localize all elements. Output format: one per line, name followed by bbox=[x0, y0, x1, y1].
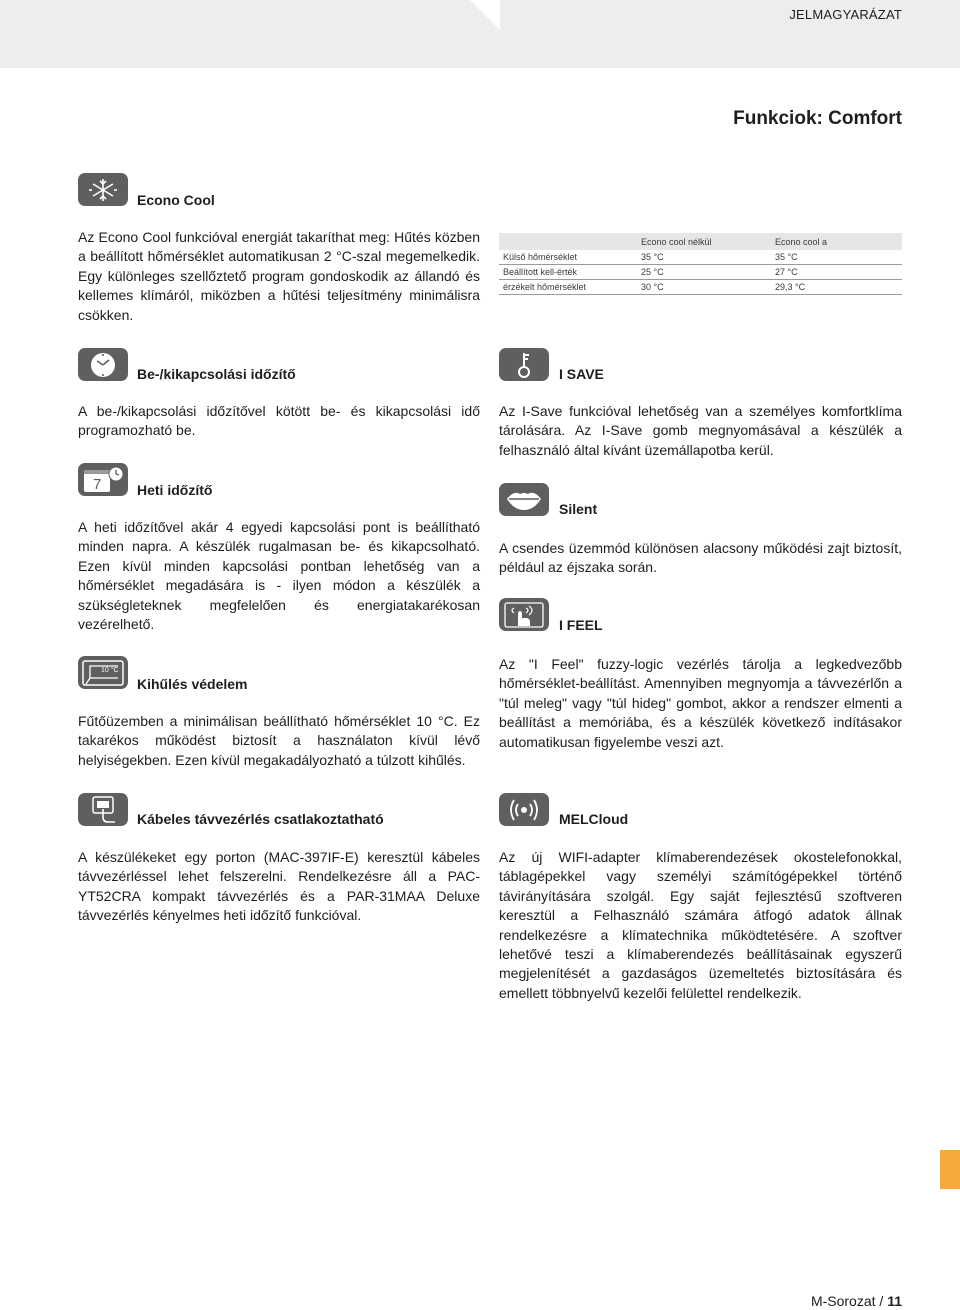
wifi-icon bbox=[499, 793, 549, 826]
table-row bbox=[499, 250, 902, 265]
table-cell: 29,3 °C bbox=[771, 280, 902, 295]
frost-protection-title: Kihűlés védelem bbox=[137, 676, 248, 692]
i-save-title: I SAVE bbox=[559, 366, 604, 382]
i-feel-title: I FEEL bbox=[559, 617, 603, 633]
weekly-timer-text: A heti időzítővel akár 4 egyedi kapcsolási pont is beállítható minden napra. A készülék rugalmasan be- és kikapcsolható. Ezen kívül minden kapcsolási pontban lehetőség van a hőmérséklet megadására is - ilyen módon a készülék a szükségleteknek megfelelően és energiatakarékosan vezérelhető. bbox=[78, 519, 480, 633]
weekly-timer-icon-number: 7 bbox=[93, 475, 102, 493]
table-cell: 27 °C bbox=[771, 265, 902, 280]
table-cell: 35 °C bbox=[637, 250, 771, 265]
on-off-timer-text: A be-/kikapcsolási időzítővel kötött be- és kikapcsolási idő programozható be. bbox=[78, 403, 480, 439]
silent-text: A csendes üzemmód különösen alacsony működési zajt biztosít, például az éjszaka során. bbox=[499, 540, 902, 576]
table-cell: Külső hőmérséklet bbox=[499, 250, 637, 265]
section-title: JELMAGYARÁZAT bbox=[789, 7, 902, 22]
hand-signal-icon bbox=[499, 598, 549, 631]
table-header-cell bbox=[499, 233, 637, 250]
side-tab-marker bbox=[940, 1150, 960, 1189]
snowflake-icon bbox=[78, 173, 128, 206]
frost-protection-text: Fűtőüzemben a minimálisan beállítható hőmérséklet 10 °C. Ez takarékos működést biztosít a használaton kívül lévő helyiségekben. Ezen kívül megakadályozható a túlzott kihűlés. bbox=[78, 713, 480, 768]
silent-title: Silent bbox=[559, 501, 598, 517]
melcloud-text: Az új WIFI-adapter klímaberendezések okostelefonokkal, táblagépekkel vagy személyi számítógépekkel történő távirányítására szolgál. Egy saját fejlesztésű szoftveren keresztül a Felhasználó számára átfogó adatok állnak rendelkezésre a klímatechnika működtetésére. A szoftver lehetővé teszi a klímaberendezés beállításainak egyszerű megjelenítését a gazdaságos üzemeltetés biztosítására és emellett többnyelvű kezelői felülettel rendelkezik. bbox=[499, 849, 902, 1001]
key-icon bbox=[499, 348, 549, 381]
i-save-text: Az I-Save funkcióval lehetőség van a személyes komfortklíma tárolására. Az I-Save gomb megnyomásával a készülék a felhasználó által kívánt üzemállapotba kerül. bbox=[499, 403, 902, 458]
table-row bbox=[499, 280, 902, 295]
frost-icon-label: 10 °C bbox=[101, 666, 119, 674]
header-fold bbox=[470, 0, 500, 30]
table-header-row bbox=[499, 233, 902, 250]
table-cell: érzékelt hőmérséklet bbox=[499, 280, 637, 295]
footer-series: M-Sorozat / bbox=[810, 1293, 884, 1309]
table-header-cell: Econo cool a bbox=[771, 233, 902, 250]
on-off-timer-title: Be-/kikapcsolási időzítő bbox=[137, 366, 296, 382]
calendar-clock-icon bbox=[78, 463, 128, 496]
page-footer bbox=[811, 1293, 902, 1309]
lips-icon bbox=[499, 483, 549, 516]
table-cell: Beállított kell-érték bbox=[499, 265, 637, 280]
page-number: 11 bbox=[887, 1293, 902, 1309]
melcloud-title: MELCloud bbox=[559, 811, 629, 827]
page-title: Funkciok: Comfort bbox=[733, 108, 902, 129]
clock-icon bbox=[78, 348, 128, 381]
table-row bbox=[499, 265, 902, 280]
i-feel-text: Az "I Feel" fuzzy-logic vezérlés tárolja a legkedvezőbb hőmérséklet-beállítást. Amennyiben megnyomja a távvezérlőn a "túl meleg" vagy "túl hideg" gombot, akkor a rendszer elmenti a beállítást a memóriába, és a készülék következő indításakor automatikusan figyelembe veszi azt. bbox=[499, 656, 902, 750]
table-cell: 35 °C bbox=[771, 250, 902, 265]
weekly-timer-title: Heti időzítő bbox=[137, 482, 213, 498]
wired-remote-icon bbox=[78, 793, 128, 826]
table-cell: 30 °C bbox=[637, 280, 771, 295]
thermometer-room-icon bbox=[78, 656, 128, 689]
econo-cool-table bbox=[499, 233, 902, 295]
table-header-cell: Econo cool nélkül bbox=[637, 233, 771, 250]
table-cell: 25 °C bbox=[637, 265, 771, 280]
wired-remote-title: Kábeles távvezérlés csatlakoztatható bbox=[137, 811, 384, 827]
wired-remote-text: A készülékeket egy porton (MAC-397IF-E) keresztül kábeles távvezérléssel lehet felszerelni. Rendelkezésre áll a PAC-YT52CRA kompakt távvezérlés és a PAR-31MAA Deluxe távvezérlés kényelmes heti időzítő funkcióval. bbox=[78, 849, 480, 924]
econo-cool-text: Az Econo Cool funkcióval energiát takaríthat meg: Hűtés közben a beállított hőmérséklet automatikusan 2 °C-szal megemelkedik. Egy különleges szellőztető program gondoskodik az állandó és kellemes klímáról, miközben a hűtési teljesítmény minimálisra csökken. bbox=[78, 229, 480, 323]
econo-cool-title: Econo Cool bbox=[137, 192, 215, 208]
